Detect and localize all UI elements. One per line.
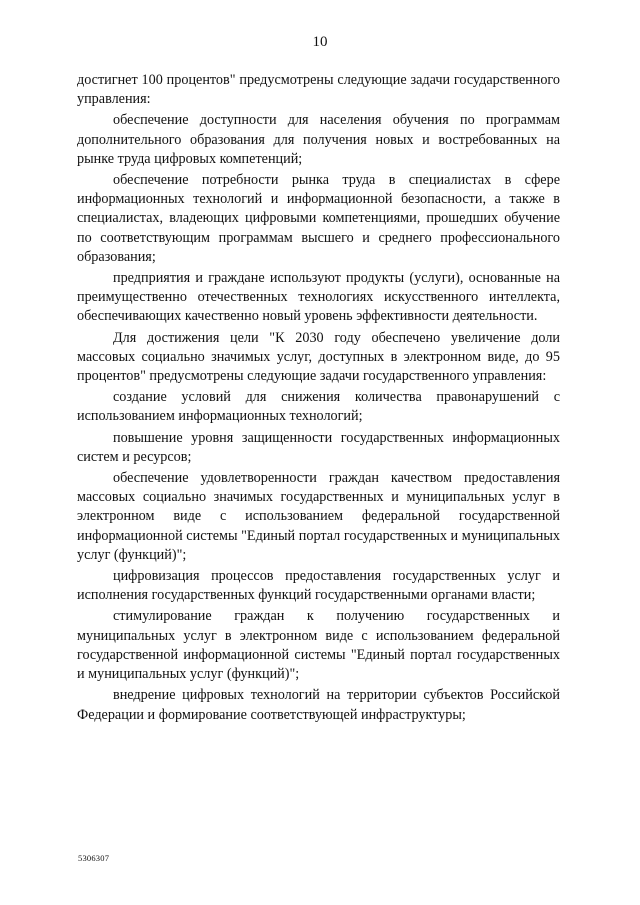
paragraph-task-offense-reduction: создание условий для снижения количества правонарушений с использованием информационных технологий; bbox=[77, 389, 560, 425]
paragraph-task-regional-tech: внедрение цифровых технологий на территории субъектов Российской Федерации и формирование соответствующей инфраструктуры; bbox=[77, 687, 560, 723]
paragraph-task-stimulation: стимулирование граждан к получению государственных и муниципальных услуг в электронном виде с использованием федеральной государственной информационной системы "Единый портал государственных и муниципальных услуг (функций)"; bbox=[77, 608, 560, 683]
page-number: 10 bbox=[312, 34, 328, 50]
paragraph-task-ai-products: предприятия и граждане используют продукты (услуги), основанные на преимущественно отечественных технологиях искусственного интеллекта, обеспечивающих качественно новый уровень эффективности деятельности. bbox=[77, 270, 560, 325]
paragraph-goal-electronic-services: Для достижения цели "К 2030 году обеспечено увеличение доли массовых социально значимых услуг, доступных в электронном виде, до 95 процентов" предусмотрены следующие задачи государственного управления: bbox=[77, 329, 560, 385]
document-body bbox=[77, 71, 560, 727]
paragraph-task-digital-education: обеспечение доступности для населения обучения по программам дополнительного образования для получения новых и востребованных на рынке труда цифровых компетенций; bbox=[77, 112, 560, 167]
paragraph-task-it-specialists: обеспечение потребности рынка труда в специалистах в сфере информационных технологий и информационной безопасности, а также в специалистах, владеющих цифровыми компетенциями, прошедших обучение по соответствующим программам высшего и среднего профессионального образования; bbox=[77, 172, 560, 265]
paragraph-continuation: достигнет 100 процентов" предусмотрены следующие задачи государственного управления: bbox=[77, 72, 560, 108]
paragraph-task-security: повышение уровня защищенности государственных информационных систем и ресурсов; bbox=[77, 429, 560, 465]
document-code: 5306307 bbox=[78, 853, 110, 863]
paragraph-task-satisfaction: обеспечение удовлетворенности граждан качеством предоставления массовых социально значимых государственных и муниципальных услуг в электронном виде с использованием федеральной государственной информационной системы "Единый портал государственных и муниципальных услуг (функций)"; bbox=[77, 470, 560, 563]
paragraph-task-digitalization: цифровизация процессов предоставления государственных услуг и исполнения государственных функций государственными органами власти; bbox=[77, 568, 560, 604]
